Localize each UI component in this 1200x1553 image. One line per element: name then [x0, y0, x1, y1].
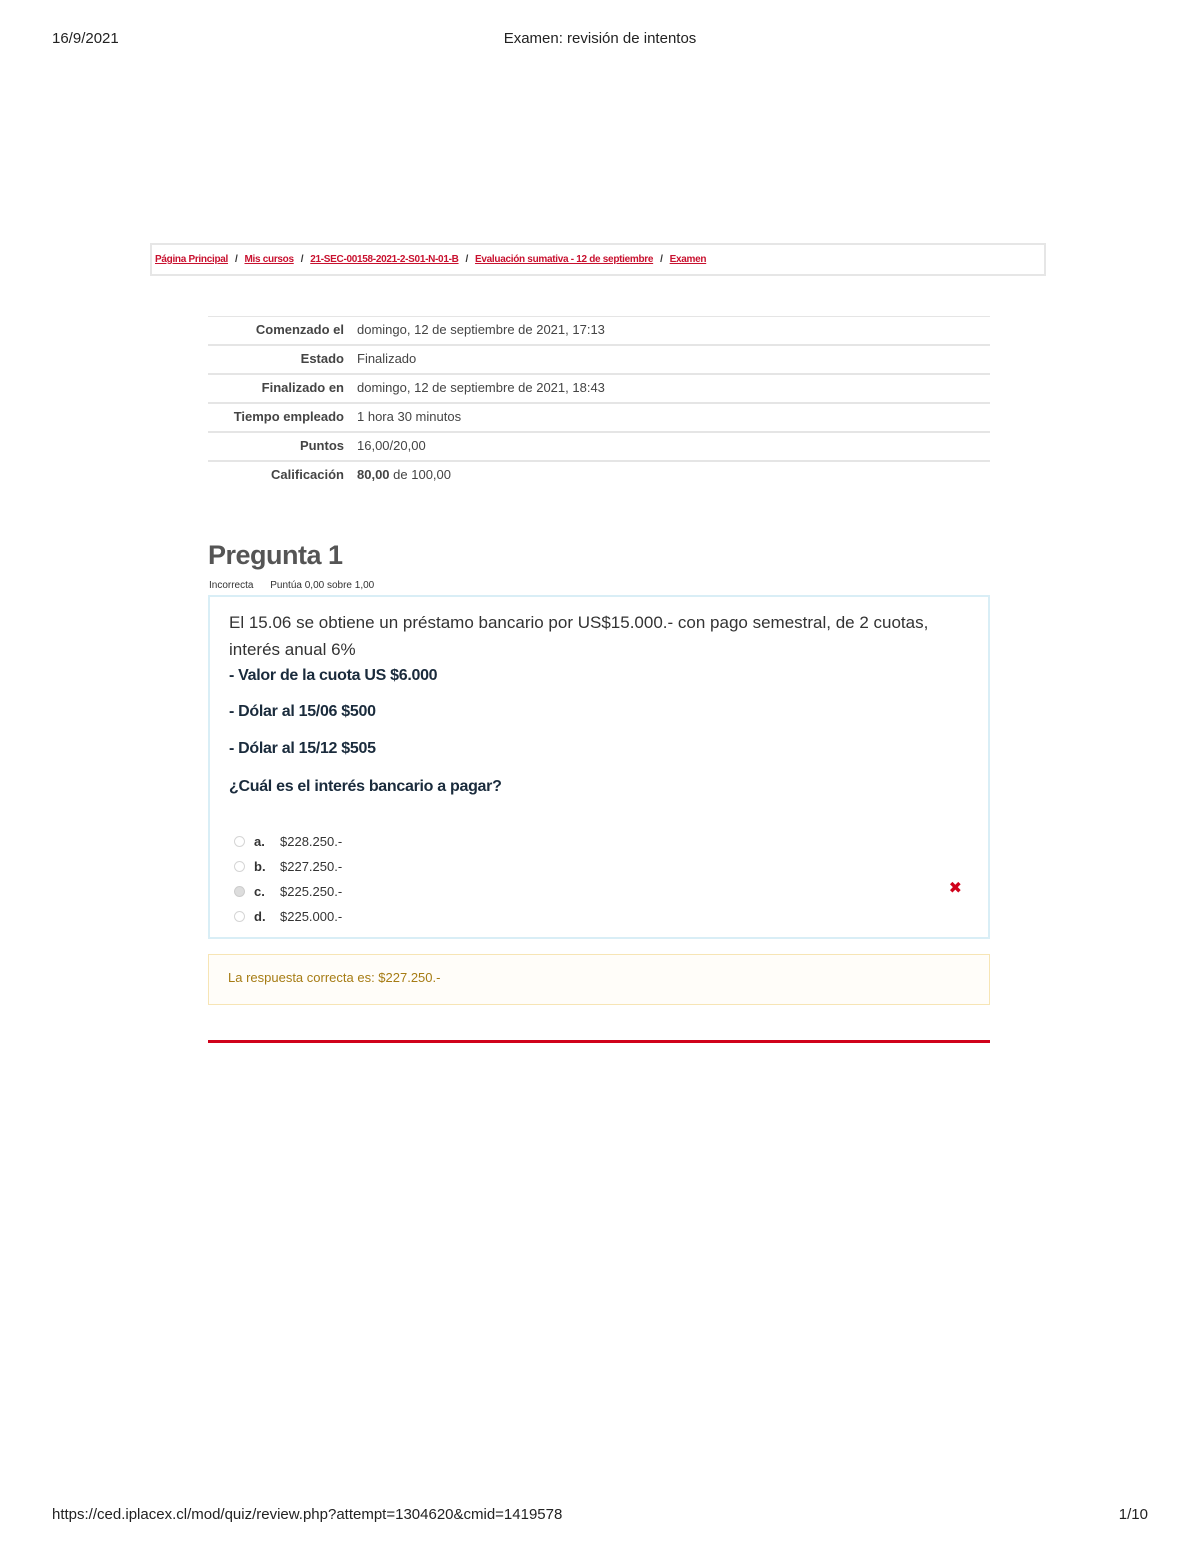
- grade-max: de 100,00: [389, 467, 451, 482]
- print-header: [52, 30, 1148, 50]
- radio-button[interactable]: [234, 861, 245, 872]
- summary-label: Tiempo empleado: [208, 403, 357, 432]
- summary-value: 1 hora 30 minutos: [357, 403, 990, 432]
- answer-text: $227.250.-: [280, 859, 343, 874]
- radio-button[interactable]: [234, 836, 245, 847]
- answer-option[interactable]: [234, 904, 342, 929]
- breadcrumb-course-link[interactable]: 21-SEC-00158-2021-2-S01-N-01-B: [310, 254, 459, 265]
- breadcrumb-home-link[interactable]: Página Principal: [155, 254, 229, 265]
- print-title: Examen: revisión de intentos: [503, 30, 697, 47]
- incorrect-icon: ✖: [948, 880, 962, 897]
- question-title: Pregunta 1: [208, 540, 343, 570]
- answer-letter: a.: [254, 834, 265, 849]
- question-status: Incorrecta: [209, 580, 254, 591]
- answer-letter: d.: [254, 909, 266, 924]
- question-detail-line: - Dólar al 15/12 $505: [229, 740, 376, 757]
- summary-label: Calificación: [208, 461, 357, 489]
- summary-row-started: [208, 317, 990, 346]
- breadcrumb-section-link[interactable]: Evaluación sumativa - 12 de septiembre: [475, 254, 654, 265]
- breadcrumb-exam-link[interactable]: Examen: [669, 254, 707, 265]
- print-footer: [52, 1506, 1148, 1526]
- summary-label: Finalizado en: [208, 374, 357, 403]
- summary-row-state: [208, 345, 990, 374]
- question-meta: [209, 580, 388, 591]
- summary-row-grade: [208, 461, 990, 489]
- answer-list: [234, 829, 342, 929]
- summary-value: domingo, 12 de septiembre de 2021, 18:43: [357, 374, 990, 403]
- question-detail-line: - Dólar al 15/06 $500: [229, 703, 376, 720]
- breadcrumb-separator: /: [300, 254, 304, 265]
- answer-option[interactable]: [234, 829, 342, 854]
- question-detail-line: - Valor de la cuota US $6.000: [229, 667, 438, 684]
- breadcrumb: [150, 243, 1046, 276]
- breadcrumb-separator: /: [465, 254, 469, 265]
- answer-text: $225.250.-: [280, 884, 343, 899]
- attempt-summary-table: [208, 316, 990, 489]
- answer-option-selected[interactable]: [234, 879, 342, 904]
- correct-answer-feedback: La respuesta correcta es: $227.250.-: [208, 954, 990, 1005]
- answer-text: $228.250.-: [280, 834, 343, 849]
- print-date: 16/9/2021: [52, 30, 119, 47]
- summary-row-points: [208, 432, 990, 461]
- radio-button-checked[interactable]: [234, 886, 245, 897]
- question-box: [208, 595, 990, 939]
- answer-text: $225.000.-: [280, 909, 343, 924]
- divider: [208, 1040, 990, 1043]
- summary-value: domingo, 12 de septiembre de 2021, 17:13: [357, 317, 990, 346]
- question-score: Puntúa 0,00 sobre 1,00: [270, 580, 375, 591]
- grade-value: 80,00: [357, 467, 390, 482]
- summary-label: Comenzado el: [208, 317, 357, 346]
- answer-letter: b.: [254, 859, 266, 874]
- summary-value: 16,00/20,00: [357, 432, 990, 461]
- breadcrumb-separator: /: [235, 254, 238, 265]
- summary-value: Finalizado: [357, 345, 990, 374]
- summary-row-time: [208, 403, 990, 432]
- answer-option[interactable]: [234, 854, 342, 879]
- question-prompt: ¿Cuál es el interés bancario a pagar?: [229, 778, 502, 795]
- summary-row-finished: [208, 374, 990, 403]
- radio-button[interactable]: [234, 911, 245, 922]
- print-url: https://ced.iplacex.cl/mod/quiz/review.php?attempt=1304620&cmid=1419578: [52, 1506, 563, 1523]
- page-number: 1/10: [1118, 1506, 1148, 1523]
- answer-letter: c.: [254, 884, 265, 899]
- breadcrumb-my-courses-link[interactable]: Mis cursos: [244, 254, 294, 265]
- summary-value: [357, 461, 990, 489]
- breadcrumb-separator: /: [660, 254, 663, 265]
- summary-label: Puntos: [208, 432, 357, 461]
- summary-label: Estado: [208, 345, 357, 374]
- question-text: El 15.06 se obtiene un préstamo bancario por US$15.000.- con pago semestral, de 2 cuotas, interés anual 6%: [229, 613, 929, 659]
